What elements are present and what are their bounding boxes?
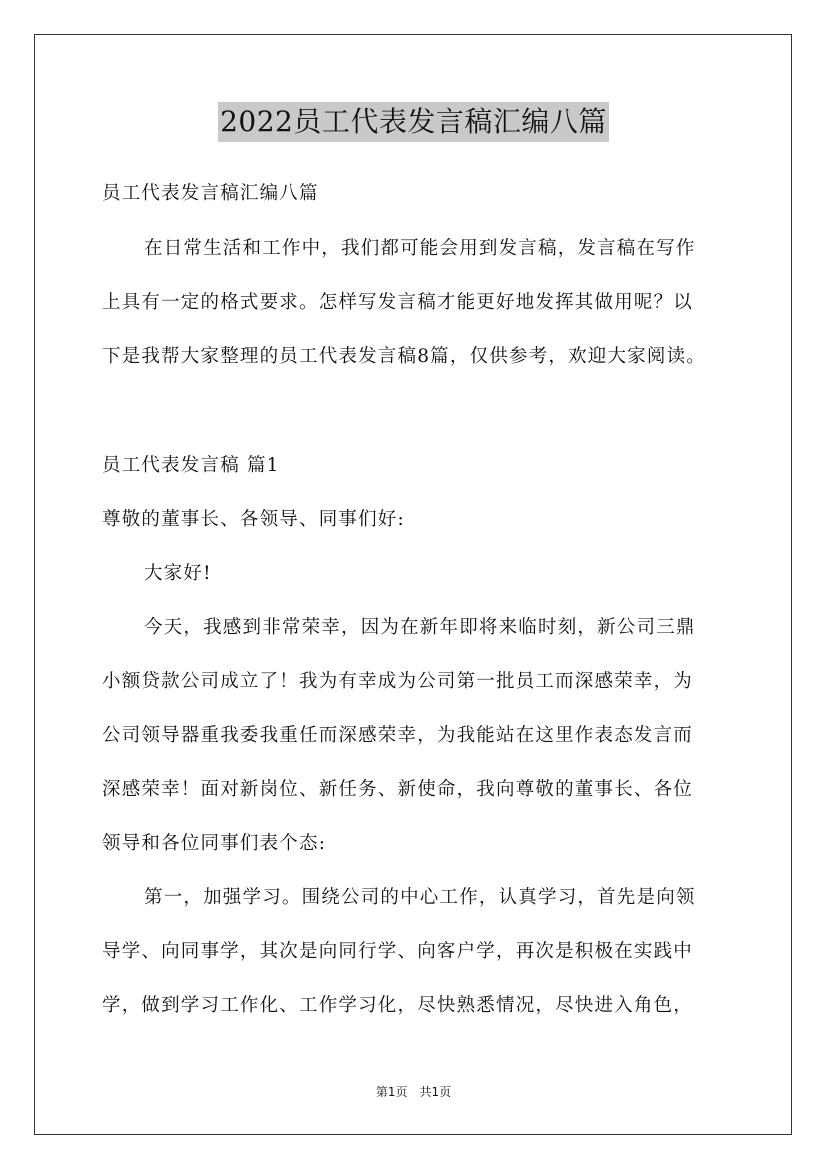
para1-line-1: 今天，我感到非常荣幸，因为在新年即将来临时刻，新公司三鼎 (144, 617, 696, 638)
para2-line-2: 导学、向同事学，其次是向同行学、向客户学，再次是积极在实践中 (102, 941, 694, 962)
salutation: 尊敬的董事长、各领导、同事们好: (102, 509, 405, 530)
document-title: 2022员工代表发言稿汇编八篇 (218, 102, 609, 142)
page-total: 共1页 (419, 1085, 452, 1099)
para1-line-4: 深感荣幸！面对新岗位、新任务、新使命，我向尊敬的董事长、各位 (102, 779, 694, 800)
document-subtitle: 员工代表发言稿汇编八篇 (102, 183, 319, 204)
para2-line-3: 学，做到学习工作化、工作学习化，尽快熟悉情况，尽快进入角色， (102, 995, 694, 1016)
page-number: 第1页 (375, 1085, 408, 1099)
intro-line-3: 下是我帮大家整理的员工代表发言稿8篇，仅供参考，欢迎大家阅读。 (102, 346, 706, 367)
para1-line-2: 小额贷款公司成立了！我为有幸成为公司第一批员工而深感荣幸，为 (102, 671, 694, 692)
section-heading: 员工代表发言稿 篇1 (102, 455, 280, 476)
para1-line-3: 公司领导器重我委我重任而深感荣幸，为我能站在这里作表态发言而 (102, 725, 694, 746)
para2-line-1: 第一，加强学习。围绕公司的中心工作，认真学习，首先是向领 (144, 887, 696, 908)
greeting: 大家好! (144, 563, 212, 584)
intro-line-1: 在日常生活和工作中，我们都可能会用到发言稿，发言稿在写作 (144, 238, 696, 259)
para1-line-5: 领导和各位同事们表个态: (102, 833, 327, 854)
page-footer (0, 1084, 827, 1100)
intro-line-2: 上具有一定的格式要求。怎样写发言稿才能更好地发挥其做用呢？以 (102, 292, 694, 313)
title-container (0, 102, 827, 142)
